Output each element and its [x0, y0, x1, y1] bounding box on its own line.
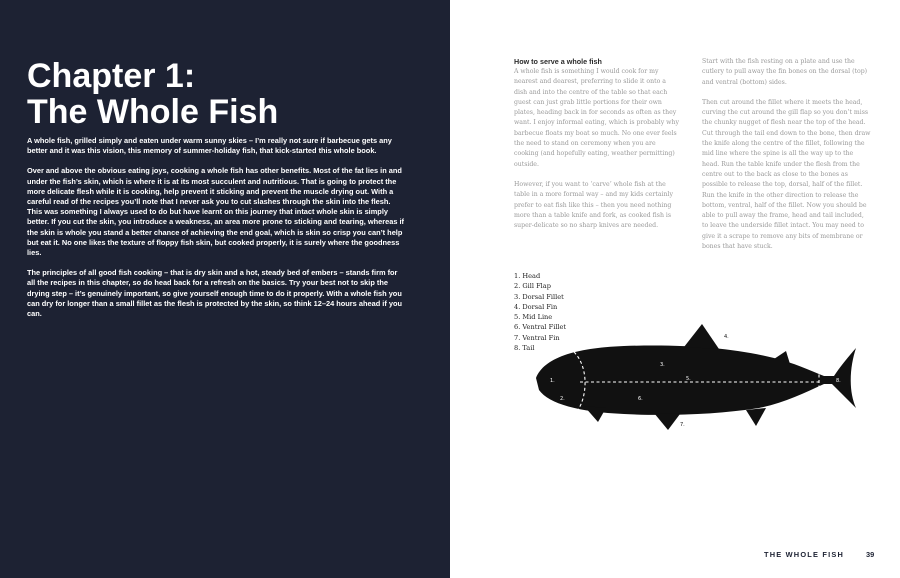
serve-column-2	[702, 57, 872, 262]
chapter-title	[27, 58, 427, 130]
legend-item-dorsal-fin: 4. Dorsal Fin	[514, 302, 558, 311]
fish-diagram	[534, 318, 864, 438]
fish-label-ventral-fillet: 6.	[638, 396, 643, 402]
intro-paragraph-1: A whole fish, grilled simply and eaten under warm sunny skies – I’m really not sure if barbecue gets any better and it was this vision, this memory of summer-holiday fish, that kick-started this whole book.	[27, 136, 392, 156]
serve-paragraph-2: However, if you want to ‘carve’ whole fish at the table in a more formal way – and my kids certainly prefer to eat fish like this – then you need nothing more than a table knife and fork, as cooked fish is super-delicate so no sharp knives are needed.	[514, 180, 673, 230]
fish-label-tail: 8.	[836, 378, 841, 384]
legend-item-ventral-fin: 7. Ventral Fin	[514, 333, 560, 342]
serve-column-1	[514, 57, 679, 241]
fish-label-dorsal-fin: 4.	[724, 334, 729, 340]
fish-label-mid-line: 5.	[686, 376, 691, 382]
legend-item-gill-flap: 2. Gill Flap	[514, 282, 551, 291]
intro-text	[27, 136, 407, 329]
legend-item-mid-line: 5. Mid Line	[514, 313, 553, 322]
fish-label-head: 1.	[550, 378, 555, 384]
serve-paragraph-1: A whole fish is something I would cook for my nearest and dearest, preferring to slide it onto a dish and into the centre of the table so that each guest can just grab little portions for their own plates, heading back in for seconds as often as they want. I enjoy informal eating, which is probably why barbecue floats my boat so much. No one ever feels the need to stand on ceremony when you are cooking (and hopefully eating, weather permitting) outside.	[514, 68, 679, 168]
running-footer-title: THE WHOLE FISH	[764, 550, 845, 559]
fish-label-dorsal-fillet: 3.	[660, 362, 665, 368]
chapter-title-line-1: Chapter 1:	[27, 57, 196, 95]
serve-paragraph-3: Start with the fish resting on a plate and use the cutlery to pull away the fin bones on the dorsal (top) and ventral (bottom) sides.	[702, 58, 868, 86]
intro-paragraph-2: Over and above the obvious eating joys, cooking a whole fish has other benefits. Most of the fat lies in and under the fish’s skin, which is where it is at its most succulent and nutritious. That is going to protect the more delicate flesh while it is cooking, help prevent it sticking and prevent the muscle drying out. With a careful read of the recipes you’ll note that I never ask you to cut slashes through the skin into the flesh. This was something I always used to do but have learnt on this journey that intact whole skin is simply better. If you cut the skin, you introduce a weakness, an area more prone to sticking and tearing, whereas if the skin is whole you stand a better chance of achieving the end goal, which is skin so crisp you can’t help but eat it. No one likes the texture of floppy fish skin, but cooked properly, it is surely where the goodness lies.	[27, 166, 405, 258]
fish-label-gill-flap: 2.	[560, 396, 565, 402]
intro-paragraph-3: The principles of all good fish cooking – that is dry skin and a hot, steady bed of embers – stands firm for all the recipes in this chapter, so do head back for a refresh on the basics. Try your best not to skip the drying step – it’s genuinely important, so give yourself enough time to do it properly. With a whole fish you can dry for longer than a small fillet as the flesh is protected by the skin, so think 12–24 hours ahead if you can.	[27, 268, 402, 319]
fish-silhouette	[536, 324, 856, 430]
serve-paragraph-4: Then cut around the fillet where it meets the head, curving the cut around the gill flap so you don’t miss the chunky nugget of flesh near the top of the head. Cut through the tail end down to the bone, then draw the knife along the centre of the fillet, following the mid line where the spine is all the way up to the head. Run the table knife under the flesh from the centre out to the back as close to the bones as possible to release the top, dorsal, half of the fillet. Run the knife in the other direction to release the bottom, ventral, half of the fillet. Now you should be able to pull away the frame, head and tail included, to leave the underside fillet intact. You may need to give it a scrape to remove any bits of membrane or bones that have stuck.	[702, 98, 871, 251]
fish-label-ventral-fin: 7.	[680, 422, 685, 428]
page-number: 39	[866, 550, 875, 559]
serve-heading: How to serve a whole fish	[514, 57, 602, 66]
legend-item-tail: 8. Tail	[514, 344, 535, 353]
legend-item-dorsal-fillet: 3. Dorsal Fillet	[514, 292, 564, 301]
right-page	[450, 0, 900, 578]
chapter-title-line-2: The Whole Fish	[27, 93, 279, 131]
legend-item-head: 1. Head	[514, 272, 541, 280]
legend-item-ventral-fillet: 6. Ventral Fillet	[514, 323, 567, 332]
